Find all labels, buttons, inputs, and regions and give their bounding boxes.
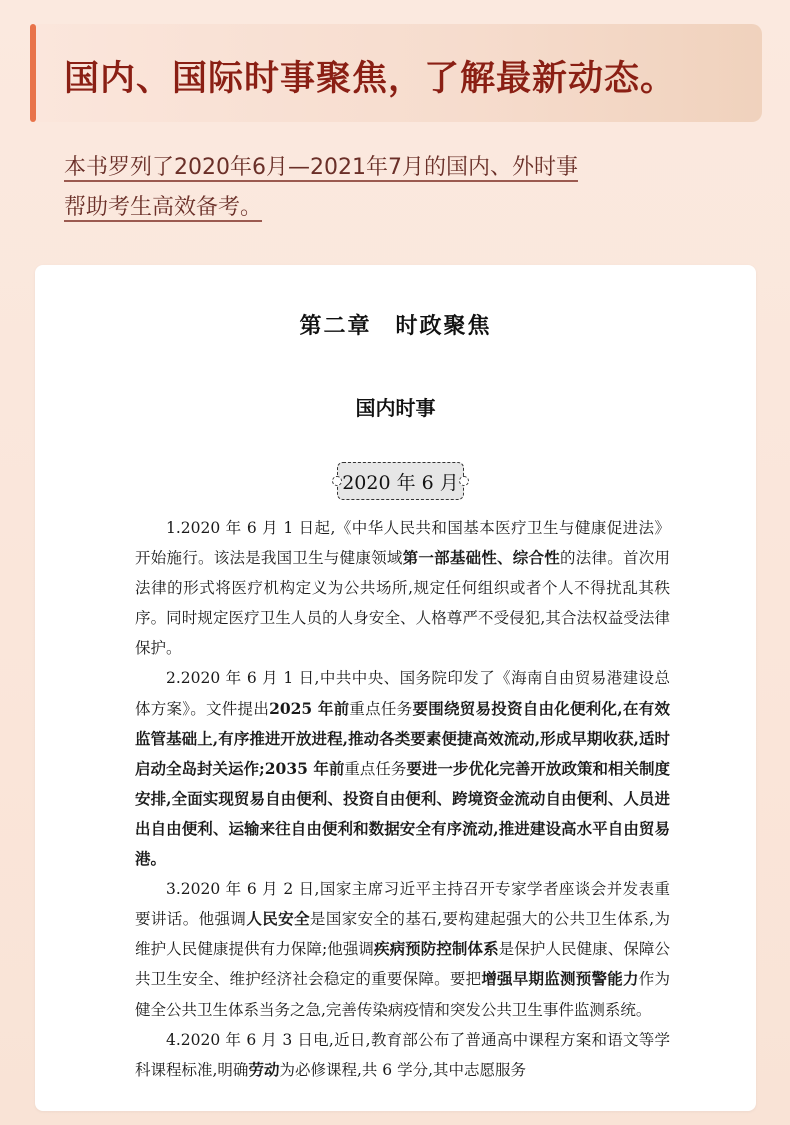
subtitle-line-1: 本书罗列了2020年6月—2021年7月的国内、外时事 bbox=[64, 155, 578, 180]
body-text: 是保护人民健康、保障公共卫生安全、维护经济社会稳定的重要保障。要把 bbox=[135, 940, 670, 989]
body-text: 1.2020 年 6 月 1 日起,《中华人民共和国基本医疗卫生与健康促进法》开始施行。该法是我国卫生与健康领域 bbox=[135, 519, 670, 568]
news-list bbox=[135, 513, 670, 1085]
body-text: 2.2020 年 6 月 1 日,中共中央、国务院印发了《海南自由贸易港建设总体方案》。文件提出 bbox=[135, 669, 670, 718]
body-text: 重点任务 bbox=[344, 759, 407, 778]
subtitle-line-2: 帮助考生高效备考。 bbox=[64, 195, 263, 220]
emphasis-text: 人民安全 bbox=[246, 909, 310, 929]
body-text: 是国家安全的基石,要构建起强大的公共卫生体系,为维护人民健康提供有力保障;他强调 bbox=[135, 910, 670, 959]
chapter-title: 第二章 时政聚焦 bbox=[299, 313, 492, 339]
emphasis-text: 增强早期监测预警能力 bbox=[481, 969, 639, 989]
body-text: 的法律。首次用法律的形式将医疗机构定义为公共场所,规定任何组织或者个人不得扰乱其秩序。同时规定医疗卫生人员的人身安全、人格尊严不受侵犯,其合法权益受法律保护。 bbox=[135, 549, 670, 658]
emphasis-text: 要进一步优化完善开放政策和相关制度安排,全面实现贸易自由便利、投资自由便利、跨境资金流动自由便利、人员进出自由便利、运输来往自由便利和数据安全有序流动,推进建设高水平自由贸易港。 bbox=[135, 758, 670, 869]
body-text: 重点任务 bbox=[349, 699, 413, 718]
accent-bar bbox=[30, 24, 36, 122]
news-item-3 bbox=[135, 874, 670, 1024]
month-badge bbox=[337, 462, 464, 500]
emphasis-text: 劳动 bbox=[248, 1059, 280, 1079]
news-item-2 bbox=[135, 663, 670, 874]
emphasis-text: 要围绕贸易投资自由化便利化,在有效监管基础上,有序推进开放进程,推动各类要素便捷高效流动,形成早期收获,适时启动全岛封关运作;2035 年前 bbox=[135, 698, 670, 778]
emphasis-text: 第一部基础性、综合性 bbox=[402, 548, 561, 568]
headline-title: 国内、国际时事聚焦，了解最新动态。 bbox=[64, 59, 677, 99]
headline-banner bbox=[30, 24, 762, 122]
body-text: 作为健全公共卫生体系当务之急,完善传染病疫情和突发公共卫生事件监测系统。 bbox=[135, 970, 670, 1019]
news-item-4 bbox=[135, 1025, 670, 1085]
section-title: 国内时事 bbox=[355, 396, 436, 420]
body-text: 3.2020 年 6 月 2 日,国家主席习近平主持召开专家学者座谈会并发表重要讲话。他强调 bbox=[135, 880, 670, 929]
body-text: 为必修课程,共 6 学分,其中志愿服务 bbox=[279, 1060, 527, 1079]
news-item-1 bbox=[135, 513, 670, 663]
emphasis-text: 疾病预防控制体系 bbox=[374, 939, 499, 959]
subtitle bbox=[64, 148, 704, 228]
month-label: 2020 年 6 月 bbox=[342, 471, 459, 494]
emphasis-text: 2025 年前 bbox=[269, 698, 350, 718]
book-page-card bbox=[35, 265, 756, 1111]
body-text: 4.2020 年 6 月 3 日电,近日,教育部公布了普通高中课程方案和语文等学科课程标准,明确 bbox=[135, 1030, 670, 1079]
